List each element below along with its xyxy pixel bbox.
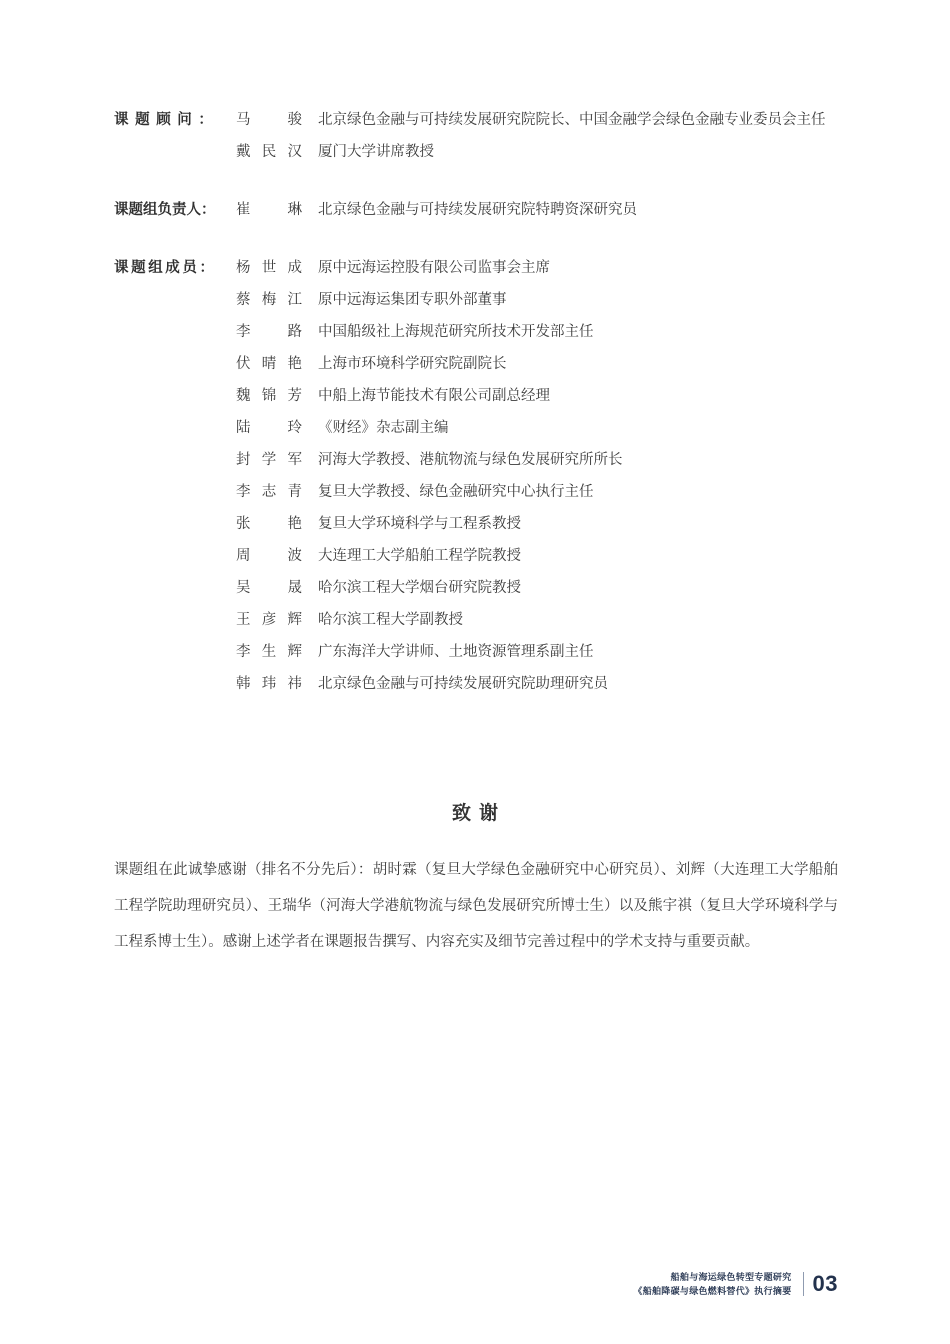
role-label: 课题组成员： [114,260,217,276]
person-name: 周 波 [236,548,302,564]
credit-row [114,476,836,508]
person-name: 封 学 军 [236,452,302,468]
person-affiliation: 复旦大学教授、绿色金融研究中心执行主任 [318,484,594,500]
credit-row [114,508,836,540]
person-name: 崔 琳 [236,202,302,218]
credit-row [114,604,836,636]
person-name: 马 骏 [236,112,302,128]
person-name: 杨 世 成 [236,260,302,276]
credit-row [114,104,836,136]
person-affiliation: 《财经》杂志副主编 [318,420,449,436]
person-name: 李 志 青 [236,484,302,500]
person-affiliation: 北京绿色金融与可持续发展研究院特聘资深研究员 [318,202,637,218]
footer-divider [803,1272,804,1296]
page-number: 03 [812,1271,838,1296]
credit-row [114,380,836,412]
credit-row [114,348,836,380]
credit-row [114,444,836,476]
person-name: 王 彦 辉 [236,612,302,628]
credit-row [114,194,836,226]
person-affiliation: 复旦大学环境科学与工程系教授 [318,516,521,532]
acknowledgment-body: 课题组在此诚挚感谢（排名不分先后）：胡时霖（复旦大学绿色金融研究中心研究员）、刘辉（大连理工大学船舶工程学院助理研究员）、王瑞华（河海大学港航物流与绿色发展研究所博士生）以及熊宇祺（复旦大学环境科学与工程系博士生）。感谢上述学者在课题报告撰写、内容充实及细节完善过程中的学术支持与重要贡献。 [114,862,838,950]
credit-row [114,412,836,444]
person-affiliation: 原中远海运控股有限公司监事会主席 [318,260,550,276]
person-affiliation: 广东海洋大学讲师、土地资源管理系副主任 [318,644,594,660]
credit-row [114,284,836,316]
credit-row [114,136,836,168]
person-name: 戴 民 汉 [236,144,302,160]
person-name: 伏 晴 艳 [236,356,302,372]
credit-group [114,252,836,700]
credit-row [114,316,836,348]
person-affiliation: 哈尔滨工程大学烟台研究院教授 [318,580,521,596]
person-affiliation: 厦门大学讲席教授 [318,144,434,160]
person-affiliation: 上海市环境科学研究院副院长 [318,356,507,372]
credits-block [114,104,836,700]
role-label: 课题组负责人： [114,202,216,218]
footer-title-line-1: 船舶与海运绿色转型专题研究 [670,1272,792,1282]
footer-title-line-2: 《船舶降碳与绿色燃料替代》执行摘要 [633,1286,792,1296]
credit-row [114,636,836,668]
credit-group [114,104,836,168]
person-affiliation: 原中远海运集团专职外部董事 [318,292,507,308]
person-name: 李 路 [236,324,302,340]
acknowledgment-title: 致谢 [451,803,506,824]
credit-row [114,252,836,284]
credit-row [114,572,836,604]
person-name: 李 生 辉 [236,644,302,660]
footer-report-title [633,1270,791,1298]
person-affiliation: 北京绿色金融与可持续发展研究院院长、中国金融学会绿色金融专业委员会主任 [318,112,826,128]
credit-row [114,540,836,572]
person-name: 张 艳 [236,516,302,532]
person-name: 蔡 梅 江 [236,292,302,308]
credit-row [114,668,836,700]
person-name: 陆 玲 [236,420,302,436]
person-affiliation: 河海大学教授、港航物流与绿色发展研究所所长 [318,452,623,468]
person-affiliation: 中国船级社上海规范研究所技术开发部主任 [318,324,594,340]
person-name: 韩 玮 祎 [236,676,302,692]
page-footer [633,1270,838,1298]
credit-group [114,194,836,226]
role-label: 课题顾问： [114,112,220,128]
person-affiliation: 北京绿色金融与可持续发展研究院助理研究员 [318,676,608,692]
person-affiliation: 哈尔滨工程大学副教授 [318,612,463,628]
person-name: 魏 锦 芳 [236,388,302,404]
person-name: 吴 晟 [236,580,302,596]
person-affiliation: 大连理工大学船舶工程学院教授 [318,548,521,564]
person-affiliation: 中船上海节能技术有限公司副总经理 [318,388,550,404]
